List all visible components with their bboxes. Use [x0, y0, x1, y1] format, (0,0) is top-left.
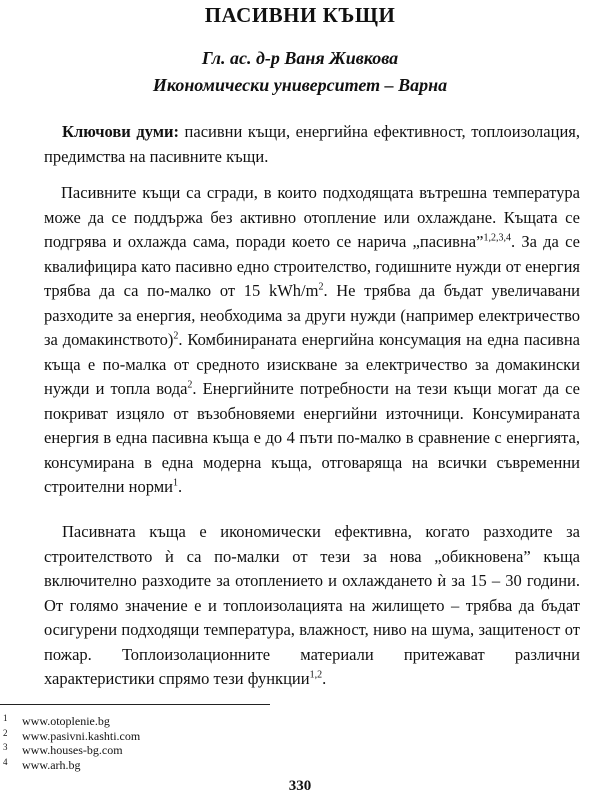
footnote-text: www.pasivni.kashti.com	[22, 728, 141, 743]
footnote-item	[0, 743, 300, 758]
p2-text-1: Пасивната къща е икономически ефективна, когато разходите за строителството ѝ са по-малки от тези за нова „обикновена” къща включително разходите за отоплението и охлаждането ѝ за 15 – 30 години. От голямо значение е и топлоизолацията на жилището – трябва да бъдат осигурени подходящи температура, влажност, ниво на шума, защитеност от пожар. Топлоизолационните материали притежават различни характеристики спрямо тези функции	[44, 522, 580, 688]
footnote-text: www.otoplenie.bg	[22, 714, 110, 728]
footnote-ref: 2	[187, 379, 193, 391]
author-line: Гл. ас. д-р Ваня Живкова	[201, 48, 399, 68]
footnote-number: 4	[3, 756, 8, 767]
p1-text-3: . Не трябва да бъдат увеличавани разходите за енергия, необходима за други нужди (например електричество за домакинството)	[44, 281, 580, 349]
body-paragraph-1	[44, 181, 580, 500]
footnote-ref: 1	[172, 477, 178, 489]
footnote-ref: 1,2,3,4	[483, 232, 511, 244]
footnote-ref: 1,2	[309, 669, 323, 681]
footnote-number: 3	[3, 742, 8, 752]
footnote-number: 1	[3, 713, 8, 723]
keywords-label: Ключови думи:	[62, 122, 179, 141]
footnote-number: 2	[3, 727, 8, 738]
p1-text-4: . Комбинираната енергийна консумация на една пасивна къща е по-малка от средното изискване за електричество за домакински нужди и топла вода	[44, 330, 580, 398]
footnote-separator	[0, 704, 270, 705]
keywords-paragraph	[44, 120, 580, 169]
footnotes-list	[0, 714, 300, 772]
body-paragraph-2	[44, 520, 580, 692]
affiliation-line: Икономически университет – Варна	[152, 75, 448, 95]
footnote-text: www.houses-bg.com	[22, 743, 123, 757]
p1-text-5: . Енергийните потребности на тези къщи могат да се покриват изцяло от възобновяеми енергийни източници. Консумираната енергия в една пасивна къща е до 4 пъти по-малко в сравнение с енергията, консумирана в една модерна къща, отговаряща на всички съвременни строителни норми	[44, 379, 580, 496]
p1-text-2: . За да се квалифицира като пасивно едно строителство, годишните нужди от енергия трябва да са по-малко от 15 kWh/m	[44, 232, 580, 300]
footnote-ref: 2	[318, 281, 324, 293]
footnote-item	[0, 729, 300, 744]
p2-text-2: .	[322, 669, 327, 688]
footnote-ref: 2	[173, 330, 179, 342]
p1-text-1: Пасивните къщи са сгради, в които подходящата вътрешна температура може да се поддържа без активно отопление или охлаждане. Къщата се подгрява и охлажда сама, поради което се нарича „пасивна”	[44, 183, 580, 251]
footnote-text: www.arh.bg	[22, 757, 81, 772]
p1-text-6: .	[177, 477, 183, 496]
page-number: 330	[288, 778, 312, 794]
footnote-item	[0, 714, 300, 729]
footnote-item	[0, 758, 300, 773]
article-title: ПАСИВНИ КЪЩИ	[204, 3, 396, 27]
keywords-text: пасивни къщи, енергийна ефективност, топлоизолация, предимства на пасивните къщи.	[44, 122, 580, 166]
